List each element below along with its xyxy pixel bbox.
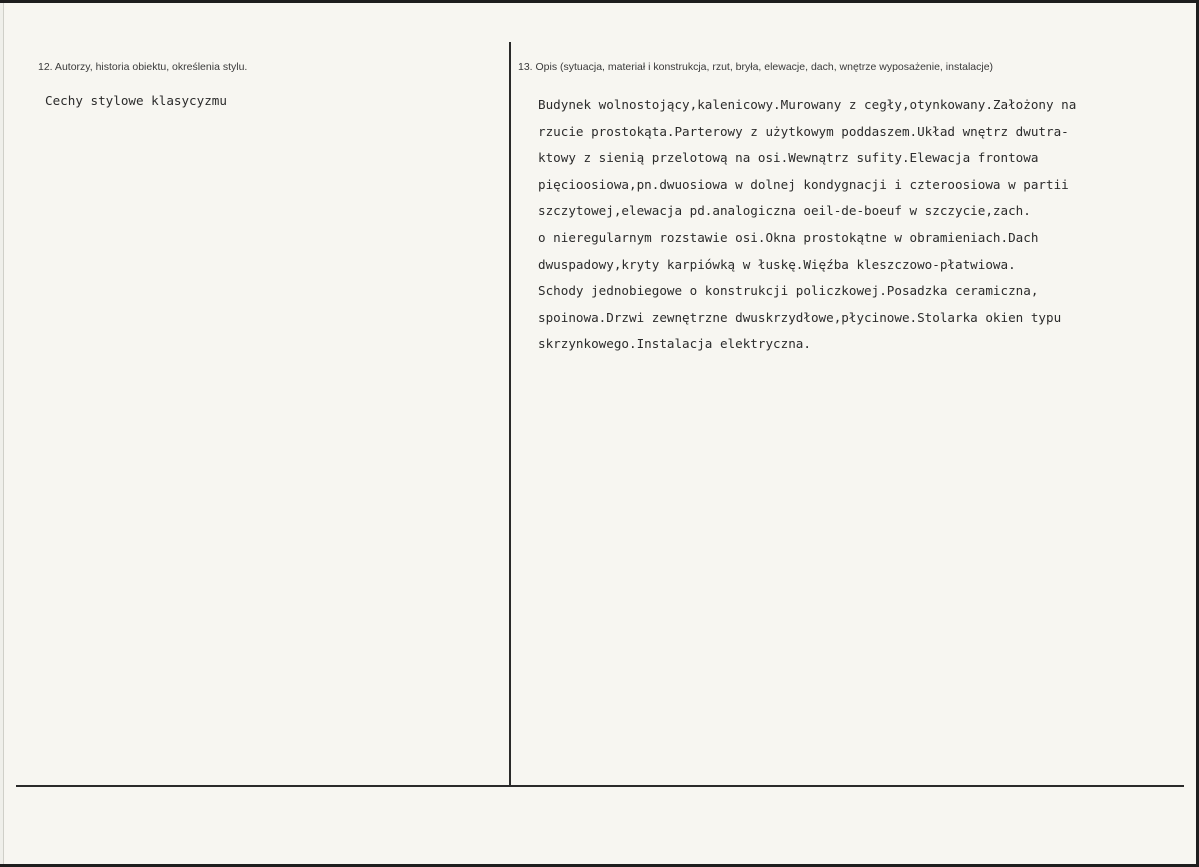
authors-field-label: 12. Autorzy, historia obiektu, określenia stylu. xyxy=(38,61,248,73)
description-line: dwuspadowy,kryty karpiówką w łuskę.Więźba kleszczowo-płatwiowa. xyxy=(538,256,1016,272)
description-line: pięcioosiowa,pn.dwuosiowa w dolnej kondygnacji i czteroosiowa w partii xyxy=(538,176,1069,192)
description-line: spoinowa.Drzwi zewnętrzne dwuskrzydłowe,płycinowe.Stolarka okien typu xyxy=(538,309,1062,325)
description-field-label: 13. Opis (sytuacja, materiał i konstrukcja, rzut, bryła, elewacje, dach, wnętrze wyposażenie, instalacje) xyxy=(518,61,994,73)
bottom-rule xyxy=(16,785,1184,787)
description-text xyxy=(538,92,1178,358)
description-line: ktowy z sienią przelotową na osi.Wewnątrz sufity.Elewacja frontowa xyxy=(538,150,1039,166)
column-divider xyxy=(509,42,511,786)
description-line: o nieregularnym rozstawie osi.Okna prostokątne w obramieniach.Dach xyxy=(538,229,1039,245)
description-line: Budynek wolnostojący,kalenicowy.Murowany z cegły,otynkowany.Założony na xyxy=(538,97,1077,112)
description-line: Schody jednobiegowe o konstrukcji policzkowej.Posadzka ceramiczna, xyxy=(538,283,1039,299)
description-line: rzucie prostokąta.Parterowy z użytkowym poddaszem.Układ wnętrz dwutra- xyxy=(538,123,1069,139)
description-line: skrzynkowego.Instalacja elektryczna. xyxy=(538,336,811,352)
scan-top-edge xyxy=(0,0,1199,3)
style-characteristics-text: Cechy stylowe klasycyzmu xyxy=(45,93,227,108)
description-line: szczytowej,elewacja pd.analogiczna oeil-de-boeuf w szczycie,zach. xyxy=(538,203,1031,219)
